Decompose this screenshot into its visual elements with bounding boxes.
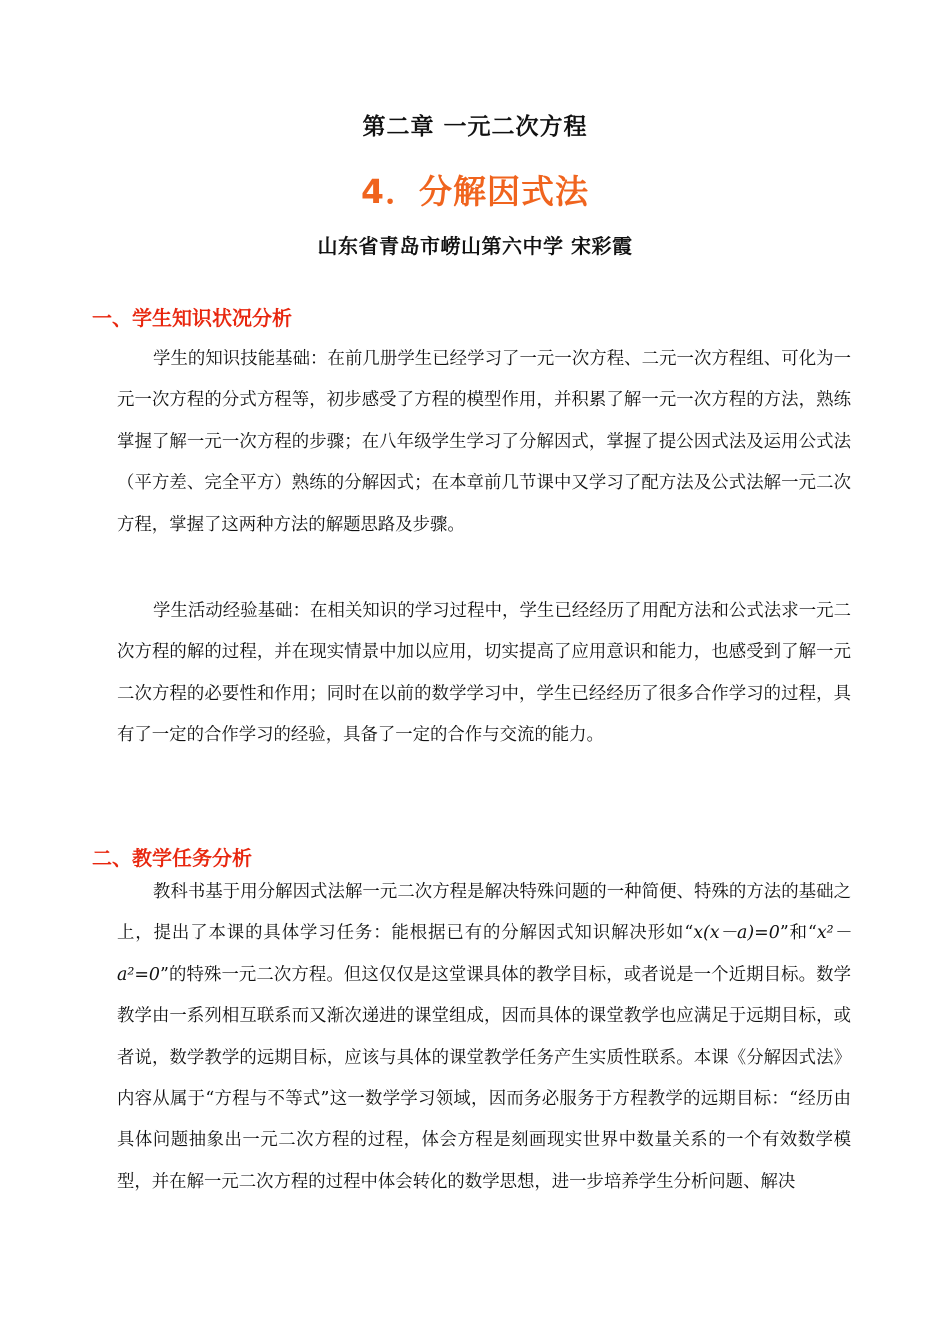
paragraph-task-analysis (117, 872, 851, 1203)
paragraph-knowledge-base: 学生的知识技能基础：在前几册学生已经学习了一元一次方程、二元一次方程组、可化为一元一次方程的分式方程等，初步感受了方程的模型作用，并积累了解一元一次方程的方法，熟练掌握了解一元一次方程的步骤；在八年级学生学习了分解因式，掌握了提公因式法及运用公式法（平方差、完全平方）熟练的分解因式；在本章前几节课中又学习了配方法及公式法解一元二次方程，掌握了这两种方法的解题思路及步骤。 (117, 349, 851, 535)
paragraph-activity-experience: 学生活动经验基础：在相关知识的学习过程中，学生已经经历了用配方法和公式法求一元二次方程的解的过程，并在现实情景中加以应用，切实提高了应用意识和能力，也感受到了解一元二次方程的必要性和作用；同时在以前的数学学习中，学生已经经历了很多合作学习的过程，具有了一定的合作学习的经验，具备了一定的合作与交流的能力。 (117, 601, 851, 746)
author-line: 山东省青岛市崂山第六中学 宋彩霞 (317, 234, 633, 258)
text-after-formula: ”的特殊一元二次方程。但这仅仅是这堂课具体的教学目标，或者说是一个近期目标。数学教学由一系列相互联系而又渐次递进的课堂组成，因而具体的课堂教学也应满足于远期目标，或者说，数学教学的远期目标，应该与具体的课堂教学任务产生实质性联系。本课《分解因式法》内容从属于“方程与不等式”这一数学学习领域，因而务必服务于方程教学的远期目标：“经历由具体问题抽象出一元二次方程的过程，体会方程是刻画现实世界中数量关系的一个有效数学模型，并在解一元二次方程的过程中体会转化的数学思想，进一步培养学生分析问题、解决 (117, 964, 851, 1192)
text-before-formula: 教科书基于用分解因式法解一元二次方程是解决特殊问题的一种简便、特殊的方法的基础之上，提出了本课的具体学习任务：能根据已有的分解因式知识解决形如“ (117, 882, 851, 944)
section-heading-student-analysis: 一、学生知识状况分析 (92, 306, 292, 330)
text-between-formulas: ”和“ (779, 923, 817, 944)
formula-x-squared-minus-a-squared: x²－a²=0 (117, 923, 851, 985)
lesson-title: 4．分解因式法 (361, 172, 589, 211)
formula-x-times-x-minus-a: x(x－a)=0 (693, 923, 780, 944)
section-heading-task-analysis: 二、教学任务分析 (92, 846, 252, 870)
chapter-title: 第二章 一元二次方程 (362, 114, 588, 140)
